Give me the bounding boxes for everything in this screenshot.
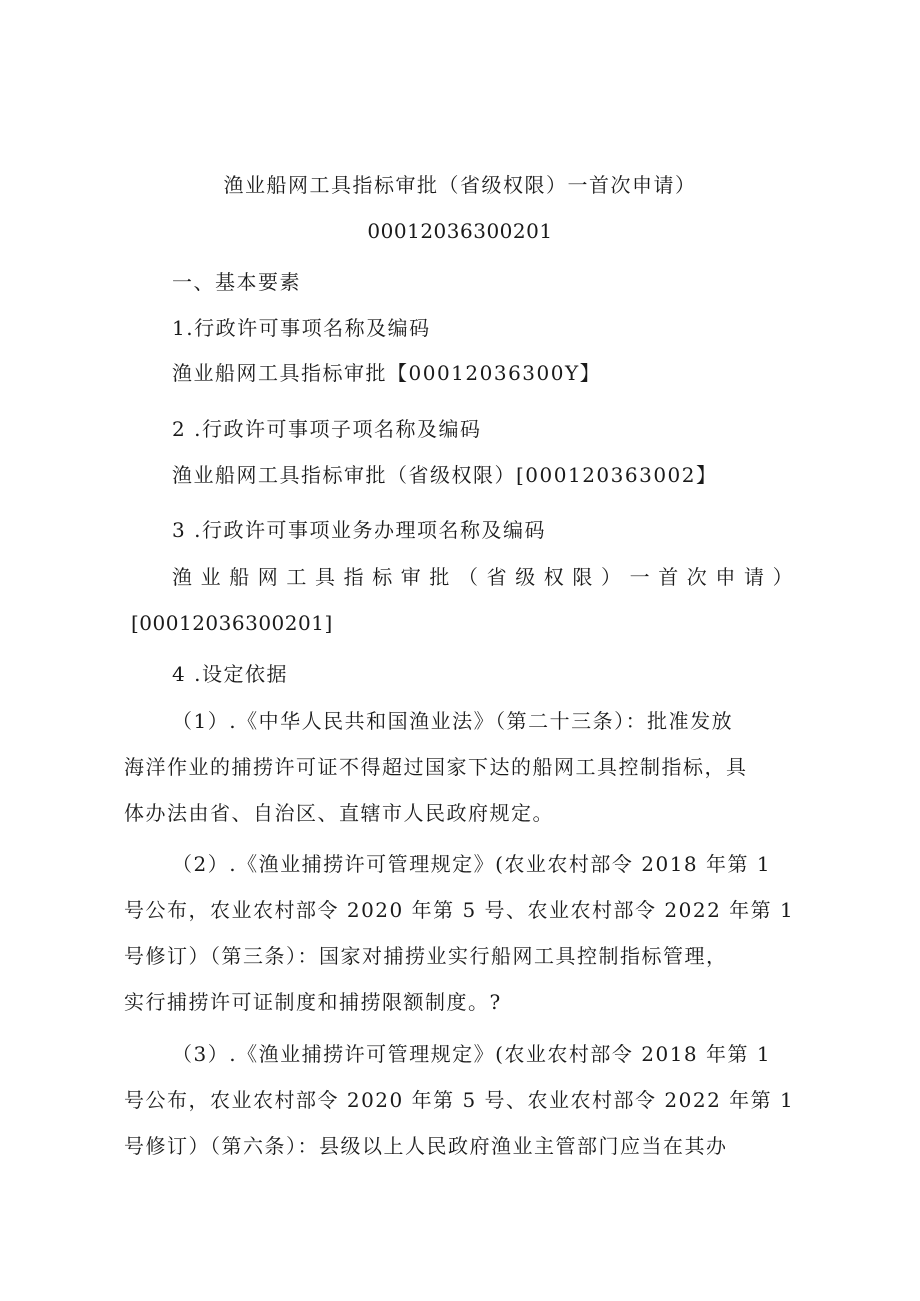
basis-2-line-4: 实行捕捞许可证制度和捕捞限额制度。? (124, 990, 502, 1014)
basis-3-line-3: 号修订）（第六条）：县级以上人民政府渔业主管部门应当在其办 (124, 1134, 728, 1158)
document-code: 00012036300201 (367, 219, 553, 243)
basis-1-line-2: 海洋作业的捕捞许可证不得超过国家下达的船网工具控制指标，具 (124, 755, 748, 779)
item1-heading: 1.行政许可事项名称及编码 (172, 316, 431, 340)
basis-3-line-2: 号公布，农业农村部令 2020 年第 5 号、农业农村部令 2022 年第 1 (124, 1088, 795, 1112)
section-heading-basic-elements: 一、基本要素 (172, 270, 301, 294)
item1-value: 渔业船网工具指标审批【00012036300Y】 (172, 361, 602, 385)
basis-1-line-1: （1）.《中华人民共和国渔业法》（第二十三条）：批准发放 (172, 709, 734, 733)
item3-value-line1: 渔业船网工具指标审批（省级权限）一首次申请） (172, 565, 802, 589)
basis-1-line-3: 体办法由省、自治区、直辖市人民政府规定。 (124, 801, 554, 825)
basis-3-line-1: （3）.《渔业捕捞许可管理规定》(农业农村部令 2018 年第 1 (172, 1042, 772, 1066)
basis-2-line-3: 号修订）（第三条）：国家对捕捞业实行船网工具控制指标管理， (124, 944, 728, 968)
document-title: 渔业船网工具指标审批（省级权限）一首次申请） (223, 173, 697, 197)
item3-heading: 3 .行政许可事项业务办理项名称及编码 (172, 518, 546, 542)
item3-value-line2: [00012036300201] (131, 611, 333, 635)
item2-value: 渔业船网工具指标审批（省级权限）[000120363002】 (172, 463, 718, 487)
basis-2-line-2: 号公布，农业农村部令 2020 年第 5 号、农业农村部令 2022 年第 1 (124, 898, 795, 922)
item4-heading: 4 .设定依据 (172, 662, 288, 686)
item2-heading: 2 .行政许可事项子项名称及编码 (172, 417, 482, 441)
basis-2-line-1: （2）.《渔业捕捞许可管理规定》(农业农村部令 2018 年第 1 (172, 852, 772, 876)
